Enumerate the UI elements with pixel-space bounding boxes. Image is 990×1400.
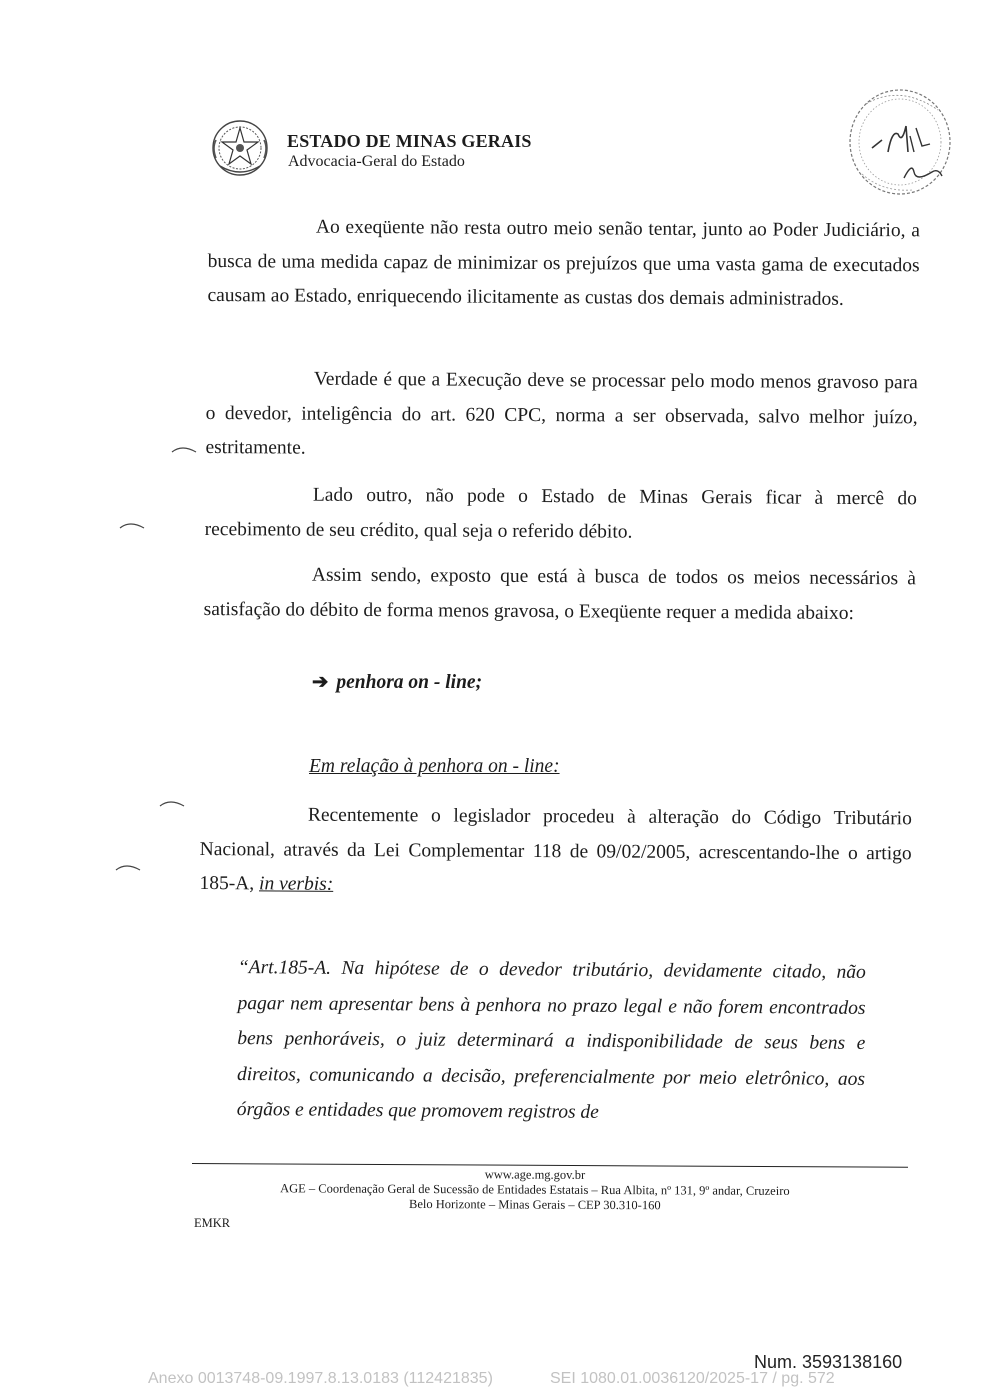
margin-mark-icon <box>158 798 188 810</box>
document-number: Num. 3593138160 <box>754 1352 903 1372</box>
paragraph-2 <box>205 362 918 470</box>
paragraph-5 <box>199 798 912 906</box>
header-subtitle: Advocacia-Geral do Estado <box>288 153 465 170</box>
sei-label: SEI 1080.01.0036120/2025-17 / pg. 572 <box>550 1370 835 1387</box>
margin-mark-icon <box>118 520 148 532</box>
footer-address-line-2: Belo Horizonte – Minas Gerais – CEP 30.310-160 <box>408 1196 661 1213</box>
section-heading: Em relação à penhora on - line: <box>309 756 560 777</box>
paragraph-4 <box>204 558 916 631</box>
paragraph-1-text: Ao exeqüente não resta outro meio senão tentar, junto ao Poder Judiciário, a busca de uma medida capaz de minimizar os prejuízos que uma vasta gama de executados causam ao Estado, enriquecendo ilicitamente as custas dos demais administrados. <box>207 216 920 310</box>
footer <box>225 1166 845 1214</box>
court-page-stamp-icon <box>842 82 954 200</box>
margin-mark-icon <box>170 444 200 456</box>
paragraph-5-text: Recentemente o legislador procedeu à alteração do Código Tributário Nacional, através da Lei Complementar 118 de 09/02/2005, acrescentando-lhe o artigo 185-A, <box>199 804 912 895</box>
footer-address-line-1: AGE – Coordenação Geral de Sucessão de Entidades Estatais – Rua Albita, nº 131, 9º andar, Cruzeiro <box>280 1181 790 1198</box>
header-title: ESTADO DE MINAS GERAIS <box>287 131 532 151</box>
bullet-text: penhora on - line; <box>336 672 483 693</box>
annex-label: Anexo 0013748-09.1997.8.13.0183 (112421835) <box>148 1370 493 1387</box>
minas-gerais-coat-of-arms-icon <box>210 118 270 180</box>
bullet-item <box>312 670 482 694</box>
paragraph-4-text: Assim sendo, exposto que está à busca de todos os meios necessários à satisfação do débito de forma menos gravosa, o Exeqüente requer a medida abaixo: <box>203 564 916 624</box>
in-verbis-reference: in verbis: <box>258 873 334 895</box>
paragraph-1 <box>207 210 920 318</box>
paragraph-3 <box>205 478 917 551</box>
footer-website: www.age.mg.gov.br <box>484 1167 586 1182</box>
right-arrow-icon: ➔ <box>312 672 329 693</box>
article-quote: “Art.185-A. Na hipótese de o devedor tributário, devidamente citado, não pagar nem apresentar bens à penhora no prazo legal e não forem encontrados bens penhoráveis, o juiz determinará a indisponibilidade de seus bens e direitos, comunicando a decisão, preferencialmente por meio eletrônico, aos órgãos e entidades que promovem registros de <box>236 956 866 1123</box>
footer-code: EMKR <box>194 1216 231 1230</box>
paragraph-3-text: Lado outro, não pode o Estado de Minas Gerais ficar à mercê do recebimento de seu crédito, qual seja o referido débito. <box>204 484 917 543</box>
paragraph-2-text: Verdade é que a Execução deve se processar pelo modo menos gravoso para o devedor, inteligência do art. 620 CPC, norma a ser observada, salvo melhor juízo, estritamente. <box>205 368 918 459</box>
margin-mark-icon <box>114 862 144 874</box>
